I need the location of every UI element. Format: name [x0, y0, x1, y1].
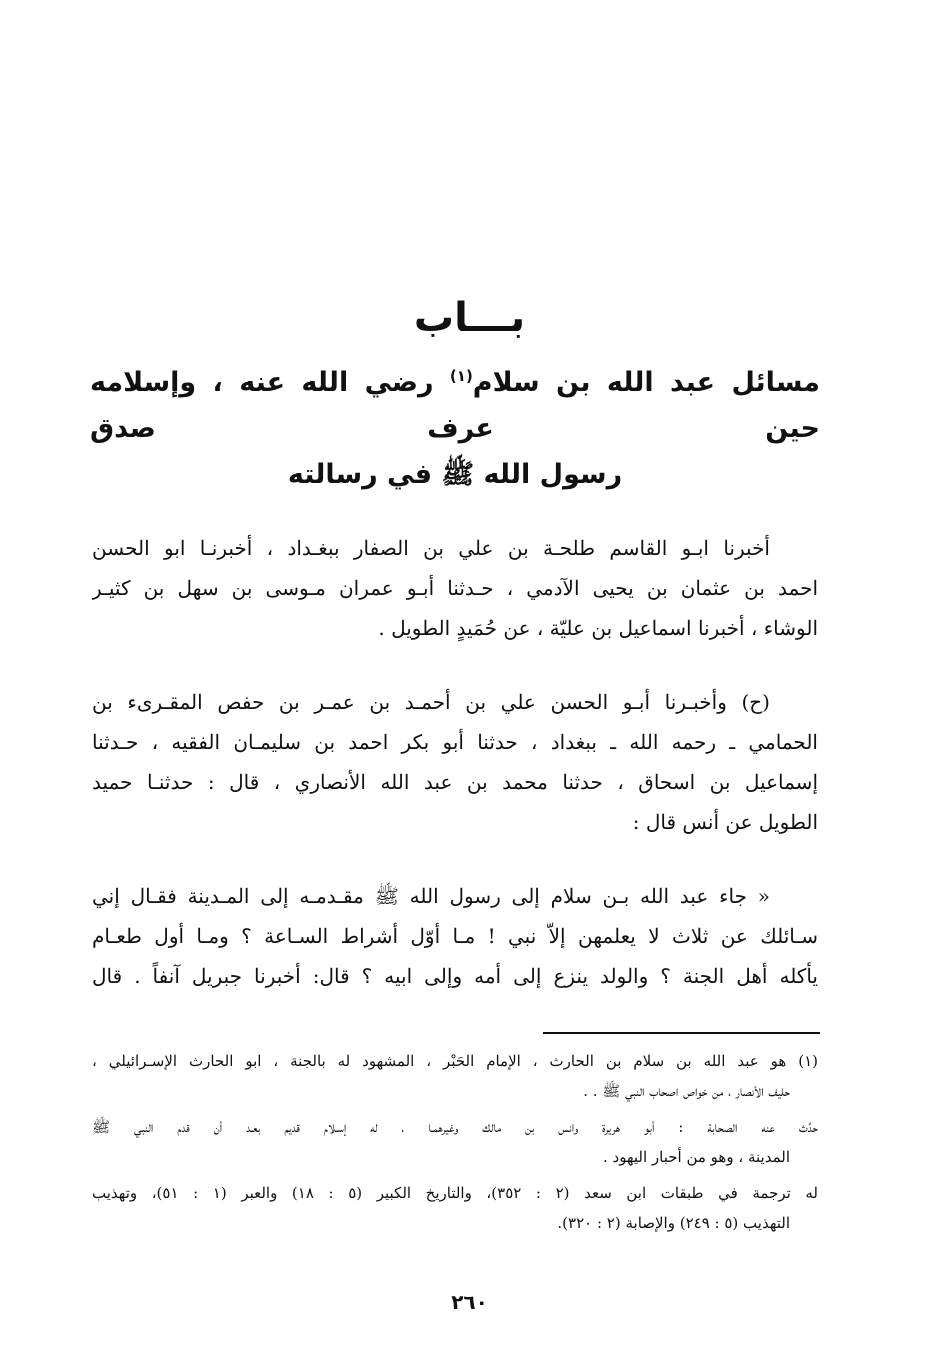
footnote-separator — [543, 1032, 820, 1034]
text-line: الحمامي ـ رحمه الله ـ ببغداد ، حدثنا أبو بكر احمد بن سليمـان الفقيه ، حـدثنا — [92, 730, 818, 754]
text-line: الطويل عن أنس قال : — [632, 810, 818, 834]
text-line: سـائلك عن ثلاث لا يعلمهن إلاّ نبي ! مـا أوّل أشراط السـاعة ؟ ومـا أول طعـام — [92, 924, 818, 948]
chapter-title — [90, 360, 820, 498]
chapter-title-line-1 — [90, 360, 820, 452]
footnote-line: التهذيب (٥ : ٢٤٩) والإصابة (٢ : ٣٢٠). — [557, 1214, 790, 1232]
text-line: « جاء عبد الله بـن سلام إلى رسول الله ﷺ مقـدمـه إلى المـدينة فقـال إني — [92, 884, 770, 908]
text-line: أخبرنا ابـو القاسم طلحـة بن علي بن الصفار ببغـداد ، أخبرنـا ابو الحسن — [92, 536, 770, 560]
footnote-line: حليف الأنصار ، من خواص اصحاب النبي ﷺ . . — [583, 1082, 790, 1100]
page-number: ٢٦٠ — [451, 1290, 488, 1314]
footnote-marker[interactable]: (١) — [449, 367, 473, 385]
chapter-title-line-2: رسول الله ﷺ في رسالته — [287, 459, 623, 490]
section-heading: بـــاب — [413, 295, 526, 341]
isnad-paragraph-1 — [92, 528, 818, 648]
footnote-line: المدينة ، وهو من أحبار اليهود . — [603, 1148, 790, 1166]
footnote-line: حدَّث عنه الصحابة : أبو هريرة وانس بن مالك وغيرهمـا ، له إسـلام قديم بعـد أن قدم النبي ﷺ — [92, 1118, 818, 1136]
hadith-paragraph — [92, 876, 818, 996]
footnote-line: له ترجمة في طبقات ابن سعد (٢ : ٣٥٢)، والتاريخ الكبير (٥ : ١٨) والعبر (١ : ٥١)، وتهذيب — [92, 1184, 818, 1202]
footnotes — [92, 1046, 818, 1238]
chapter-title-text-end: رضي الله عنه ، وإسلامه حين عرف صدق — [90, 367, 820, 444]
chapter-title-text-start: مسائل عبد الله بن سلام — [472, 367, 821, 398]
footnote-line: (١) هو عبد الله بن سلام بن الحارث ، الإمام الحَبْر ، المشهود له بالجنة ، ابو الحارث الإسـرائيلي ، — [92, 1052, 818, 1070]
text-line: الوشاء ، أخبرنا اسماعيل بن عليّة ، عن حُمَيدٍ الطويل . — [378, 616, 818, 640]
isnad-paragraph-2 — [92, 682, 818, 842]
text-line: احمد بن عثمان بن يحيى الآدمي ، حـدثنا أبـو عمران مـوسى بن سهل بن كثيـر — [92, 576, 818, 600]
text-line: (ح) وأخبـرنا أبـو الحسن علي بن أحمـد بن عمـر بن حفص المقـرىء بن — [92, 690, 770, 714]
text-line: يأكله أهل الجنة ؟ والولد ينزع إلى أمه وإلى ابيه ؟ قال: أخبرنا جبريل آنفاً . قال — [92, 964, 818, 988]
text-line: إسماعيل بن اسحاق ، حدثنا محمد بن عبد الله الأنصاري ، قال : حدثنـا حميد — [92, 770, 818, 794]
